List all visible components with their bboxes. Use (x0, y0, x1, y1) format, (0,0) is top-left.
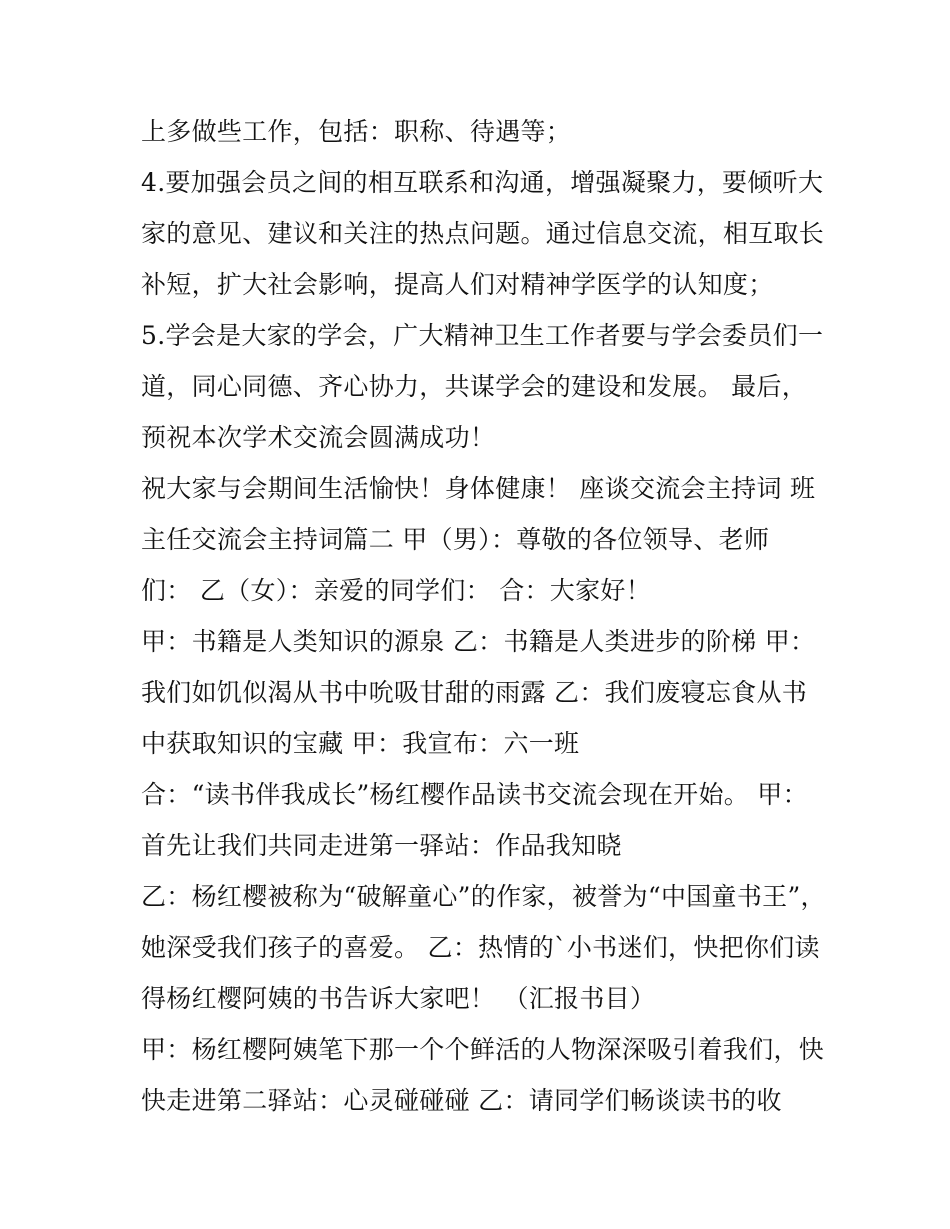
text-line: 道，同心同德、齐心协力，共谋学会的建设和发展。 最后， (141, 372, 808, 401)
text-line: 上多做些工作，包括：职称、待遇等； (141, 117, 572, 146)
text-line: 首先让我们共同走进第一驿站：作品我知晓 (141, 831, 622, 860)
text-line: 补短，扩大社会影响，提高人们对精神学医学的认知度； (141, 270, 774, 299)
text-line: 我们如饥似渴从书中吮吸甘甜的雨露 乙：我们废寝忘食从书 (141, 678, 808, 707)
text-line: 家的意见、建议和关注的热点问题。通过信息交流，相互取长 (141, 219, 825, 248)
text-line: 5.学会是大家的学会，广大精神卫生工作者要与学会委员们一 (141, 321, 824, 350)
text-line: 们： 乙（女）：亲爱的同学们： 合：大家好！ (141, 576, 651, 605)
text-line: 乙：杨红樱被称为“破解童心”的作家，被誉为“中国童书王”， (141, 882, 826, 911)
text-line: 中获取知识的宝藏 甲：我宣布：六一班 (141, 729, 580, 758)
text-line: 甲：书籍是人类知识的源泉 乙：书籍是人类进步的阶梯 甲： (141, 627, 816, 656)
text-line: 4.要加强会员之间的相互联系和沟通，增强凝聚力，要倾听大 (141, 168, 824, 197)
text-line: 祝大家与会期间生活愉快！身体健康！ 座谈交流会主持词 班 (141, 474, 816, 503)
text-line: 她深受我们孩子的喜爱。 乙：热情的`小书迷们，快把你们读 (141, 933, 820, 962)
text-line: 主任交流会主持词篇二 甲（男）：尊敬的各位领导、老师 (141, 525, 770, 554)
text-line: 得杨红樱阿姨的书告诉大家吧！ （汇报书目） (141, 984, 656, 1013)
document-body (141, 106, 831, 1126)
text-line: 甲：杨红樱阿姨笔下那一个个鲜活的人物深深吸引着我们，快 (141, 1035, 825, 1064)
text-line: 快走进第二驿站：心灵碰碰碰 乙：请同学们畅谈读书的收 (141, 1086, 782, 1115)
text-line: 合：“读书伴我成长”杨红樱作品读书交流会现在开始。 甲： (141, 780, 808, 809)
text-line: 预祝本次学术交流会圆满成功！ (141, 423, 496, 452)
